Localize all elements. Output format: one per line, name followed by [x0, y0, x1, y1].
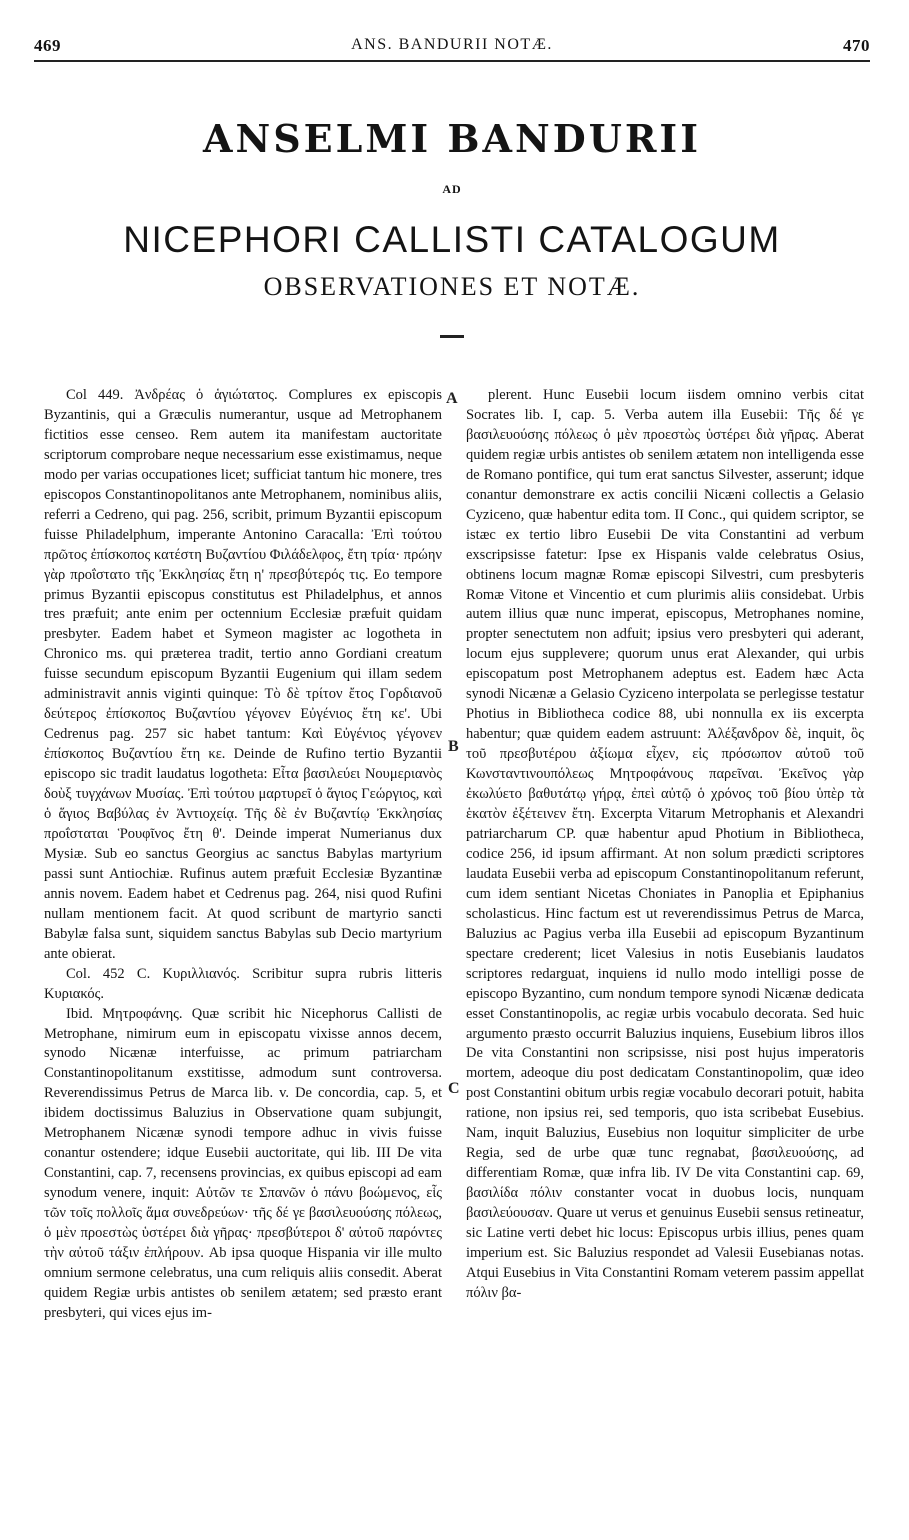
right-column [466, 386, 864, 1486]
title-block [34, 116, 870, 338]
running-title: ANS. BANDURII NOTÆ. [351, 36, 553, 53]
paragraph-continuation: plerent. Hunc Eusebii locum iisdem omnino verbis citat Socrates lib. I, cap. 5. Verba autem illa Eusebii: Τῆς δέ γε βασιλευούσης πόλεως ὁ μὲν προεστὼς ὑστέρει διὰ γῆρας. Aberat quidem regiæ urbis antistes ob senilem ætatem non intelligenda esse de Romano pontifice, qui tum erat sanctus Silvester, asserunt; idque conantur demonstrare ex actis concilii Nicæni collectis a Gelasio Cyziceno, quæ habentur edita tom. II Conc., qui quidem scriptor, se istæc ex tertio libro Eusebii De vita Constantini ad verbum exscripsisse fatetur: Ipse ex Hispanis valde celebratus Osius, obtinens locum magnæ Romæ episcopi Silvestri, cum presbyteris Romæ Vitone et Vincentio et cum plurimis aliis considebat. Urbis autem illius quæ nunc imperat, episcopus, Metrophanes nomine, propter senectutem non adfuit; ipsius vero presbyteri qui aderant, locum ejus supplevere; quorum unus erat Alexander, qui urbis episcopatum post Metrophanem adeptus est. Eadem hæc Acta synodi Nicænæ a Gelasio Cyziceno interpolata se perlegisse testatur Photius in Bibliotheca codice 88, ubi nonnulla ex iis excerpta habentur; quæ quidem eadem astruunt: Ἀλέξανδρον δὲ, inquit, ὃς τοῦ πρεσβυτέρου ἀξίωμα εἶχεν, εἰς πρόσωπον αὐτοῦ τοῦ Κωνσταντινουπόλεως Μητροφάνους παρεῖναι. Ἐκεῖνος γὰρ ἐκωλύετο βαθυτάτῳ γήρᾳ, ἐπεὶ αὐτῷ ὁ χρόνος τοῦ βίου ὑπὲρ τὰ ἑκατὸν ἐξέτεινεν ἔτη. Excerpta Vitarum Metrophanis et Alexandri patriarcharum CP. quæ habentur apud Photium in Bibliotheca, codice 256, id ipsum affirmant. At non solum prædicti scriptores laudata Eusebii verba ad episcopum Constantinopolitanum referunt, cum idem sentiant Nicetas Choniates in Panoplia et Epiphanius scholasticus. Hinc factum est ut reverendissimus Petrus de Marca, Baluzius ac Pagius verba illa Eusebii ad episcopum Byzantinum spectare crederent; licet Valesius in notis Eusebianis laudatos scriptores redarguat, inquiens id nullo modo intelligi posse de episcopo Byzantino, cum nondum tempore synodi Nicænæ dedicata esset Constantinopolis, ac regiæ urbis vocabulo decorata. Sed huic argumento præsto occurrit Baluzius inquiens, Eusebium libros illos De vita Constantini non scripsisse, nisi post hujus imperatoris mortem, adeoque diu post dedicatam Constantinopolim, quæ ideo post Constantini obitum urbis regiæ vocabulo decorari potuit, habita ratione, non ipsius rei, sed temporis, quo ista scribebat Eusebius. Nam, inquit Baluzius, Eusebius non loquitur simpliciter de urbe Regia, sed de urbe quæ tunc regnabat, βασιλευούσης, ad differentiam Romæ, quæ infra lib. IV De vita Constantini cap. 69, βασιλίδα πόλιν constanter vocat in duobus locis, nunquam βασιλεύουσαν. Quare ut verus et genuinus Eusebii sensus retineatur, sic Latine verti debet hic locus: Episcopus urbis illius, penes quam imperium est. Sic Baluzius respondet ad Valesii Eusebianas notas. Atqui Eusebius in Vita Constantini Romam veterem passim appellat πόλιν βα- [466, 387, 864, 1301]
page-number-right: 470 [843, 36, 870, 55]
page-number-left: 469 [34, 36, 61, 55]
paragraph-ibid: Ibid. Μητροφάνης. Quæ scribit hic Nicephorus Callisti de Metrophane, nimirum eum in episcopatu vixisse annos decem, synodo Nicænæ interfuisse, ac primum patriarcham Constantinopolitanum exstitisse, admodum sunt controversa. Reverendissimus Petrus de Marca lib. v. De concordia, cap. 5, et ibidem doctissimus Baluzius in Observatione quam subjungit, Metrophanem Nicænæ synodi tempore adhuc in vivis fuisse conantur ostendere; idque Eusebii auctoritate, qui lib. III De vita Constantini, cap. 7, recensens provincias, ex quibus episcopi ad eam synodum venere, inquit: Αὐτῶν τε Σπανῶν ὁ πάνυ βοώμενος, εἷς τῶν τοῖς πολλοῖς ἅμα συνεδρεύων· τῆς δέ γε βασιλευούσης πόλεως, ὁ μὲν προεστὼς ὑστέρει διὰ γῆρας· πρεσβύτεροι δ' αὐτοῦ παρόντες τὴν αὐτοῦ τάξιν ἐπλήρουν. Ab ipsa quoque Hispania vir ille multo omnium sermone celebratus, una cum reliquis aliis consedit. Aberat quidem Regiæ urbis antistes ob senilem ætatem; sed præsto erant presbyteri, qui vices ejus im- [44, 1005, 442, 1321]
page-header [34, 36, 870, 62]
left-column [44, 386, 442, 1486]
margin-letter-a: A [446, 390, 458, 407]
paragraph-col-452: Col. 452 C. Κυριλλιανός. Scribitur supra rubris litteris Κυριακός. [44, 965, 442, 1002]
title-ad: AD [442, 182, 462, 196]
paragraph-col-449: Col 449. Ἀνδρέας ὁ ἁγιώτατος. Complures ex episcopis Byzantinis, qui a Græculis numerantur, usque ad Metrophanem fictitios esse censeo. Rem autem ita manifestam auctoritate scriptorum comprobare neque necessarium esse existimamus, neque modo per varias occupationes licet; sufficiat tantum hic monere, tres episcopos Constantinopolitanos ante Metrophanem, nominibus aliis, referri a Cedreno, qui pag. 256, scribit, primum Byzantii episcopum fuisse Philadelphum, imperante Antonino Caracalla: Ἐπὶ τούτου πρῶτος ἐπίσκοπος κατέστη Βυζαντίου Φιλάδελφος, ἔτη τρία· πρώην γὰρ προΐστατο τῆς Ἐκκλησίας ἔτη η' πρεσβύτερός τις. Eo tempore primus Byzantii episcopus constitutus est Philadelphus, et annos tres præfuit; ante enim per octennium Ecclesiæ præfuit quidam presbyter. Eadem habet et Symeon magister ac logotheta in Chronico ms. qui præterea tradit, tertio anno Gordiani creatum fuisse secundum episcopum Byzantii Eugenium qui illam sedem administravit annis viginti quinque: Τὸ δὲ τρίτον ἔτος Γορδιανοῦ δεύτερος ἐπίσκοπος Βυζαντίου γέγονεν Εὐγένιος ἔτη κε'. Ubi Cedrenus pag. 257 sic habet tantum: Καὶ Εὐγένιος γέγονεν ἐπίσκοπος Βυζαντίου ἔτη κε. Deinde de Rufino tertio Byzantii episcopo sic tradit laudatus logotheta: Εἶτα βασιλεύει Νουμεριανὸς δοὺξ τυγχάνων Μυσίας. Ἐπὶ τούτου μαρτυρεῖ ὁ ἅγιος Γεώργιος, καὶ ὁ ἅγιος Βαβύλας ἐν Ἀντιοχείᾳ. Τῆς δὲ ἐν Βυζαντίῳ Ἐκκλησίας προΐσταται Ῥουφῖνος ἔτη θ'. Deinde imperat Numerianus dux Mysiæ. Sub eo sanctus Georgius ac sanctus Babylas martyrium passi sunt Antiochiæ. Rufinus autem præfuit Ecclesiæ Byzantinæ annis novem. Eadem habet et Cedrenus pag. 264, nisi quod Rufini nullam mentionem facit. At quod scribunt de martyrio sancti Babylæ falsa sunt, siquidem sanctus Babylas sub Decio martyrium ante obierat. [44, 387, 442, 962]
catalog-title: NICEPHORI CALLISTI CATALOGUM [123, 219, 781, 260]
title-rule [440, 335, 464, 338]
observations-title: OBSERVATIONES ET NOTÆ. [263, 272, 641, 301]
margin-letter-c: C [448, 1080, 460, 1097]
main-title: ANSELMI BANDURII [203, 116, 701, 161]
margin-letter-b: B [448, 738, 459, 755]
